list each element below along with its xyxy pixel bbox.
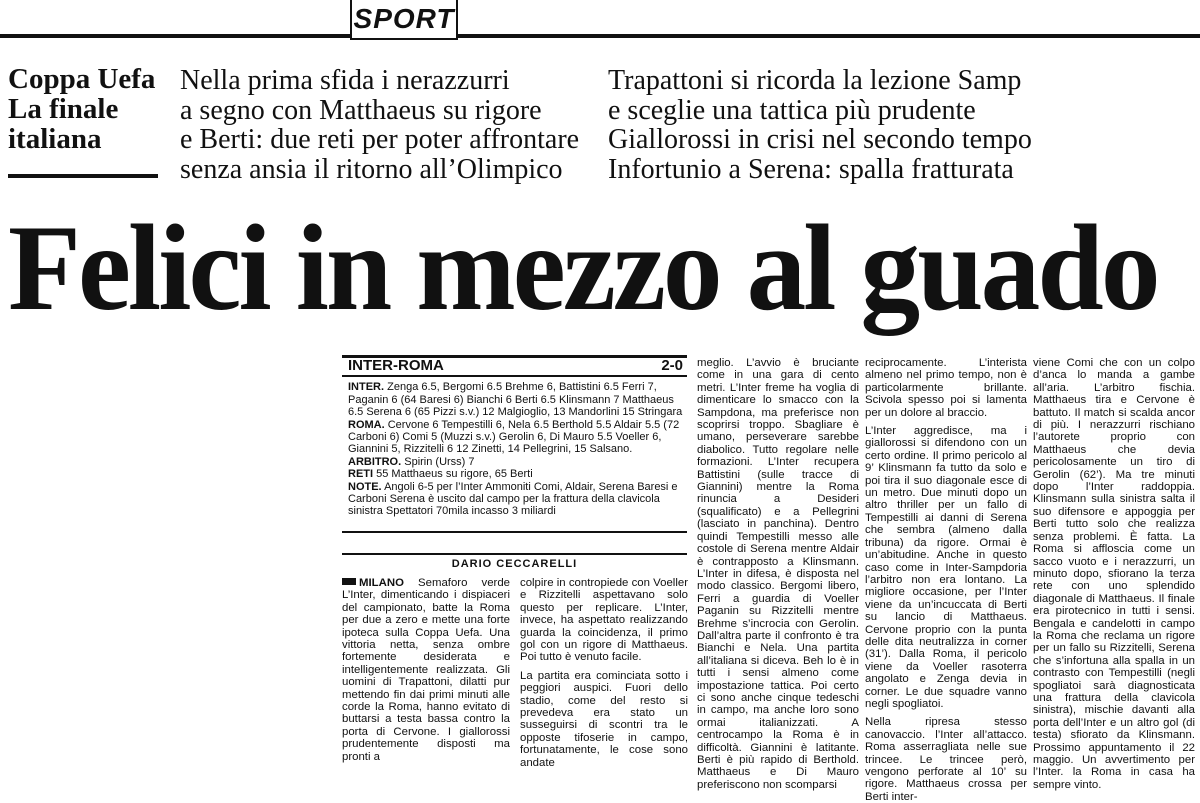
- line-label: INTER.: [348, 381, 385, 394]
- headline: Felici in mezzo al guado: [8, 199, 1158, 336]
- kicker-rule: [8, 174, 158, 178]
- dateline-marker: [342, 578, 356, 585]
- byline: DARIO CECCARELLI: [342, 553, 687, 570]
- section-rule-left: [0, 34, 350, 38]
- article-column-5: [1033, 357, 1195, 791]
- line-text: 55 Matthaeus su rigore, 65 Berti: [376, 468, 533, 481]
- deck-line: Trapattoni si ricorda la lezione Samp: [608, 65, 1022, 96]
- notes-line: [348, 481, 683, 518]
- match-box-score: [342, 355, 687, 533]
- article-paragraph: reciprocamente. L’interista almeno nel primo tempo, non è particolarmente brillante. Scivola spesso poi si lamenta per un dolore al braccio.: [865, 357, 1027, 419]
- line-label: ROMA.: [348, 418, 385, 431]
- deck-line: a segno con Matthaeus su rigore: [180, 94, 542, 126]
- section-label: SPORT: [353, 3, 455, 34]
- referee-line: [348, 456, 683, 468]
- section-rule-right: [458, 34, 1200, 38]
- dateline: MILANO: [359, 577, 404, 589]
- line-text: Spirin (Urss) 7: [404, 455, 475, 468]
- article-column-3: [697, 357, 859, 791]
- article-paragraph: La partita era cominciata sotto i peggiori auspici. Fuori dello stadio, come del resto si prevedeva era stato un susseguirsi di scontri tra le opposte tifoserie in campo, fortunatamente, le cose sono andate: [520, 669, 688, 769]
- line-label: RETI: [348, 468, 374, 481]
- article-column-2: [520, 577, 688, 769]
- box-bottom-rule: [342, 531, 687, 533]
- paragraph-text: Semaforo verde L’Inter, dimenticando i dispiaceri del campionato, batte la Roma per due a zero e mette una forte ipoteca sulla Coppa Uefa. Una vittoria netta, senza ombre fortemente desiderata e intelligentemente realizzata. Gli uomini di Trapattoni, dilatti pur mettendo fin dai primi minuti alle corde la Roma, hanno evitato di buttarsi a testa bassa contro la porta di Cervone. I giallorossi prudentemente disposti ma pronti a: [342, 577, 510, 763]
- line-text: Cervone 6 Tempestilli 6, Nela 6.5 Berthold 5.5 Aldair 5.5 (72 Carboni 6) Comi 5 (Muzzi s.v.) Gerolin 6, Di Mauro 5.5 Voeller 6, Giannini 5, Rizzitelli 6 12 Zinetti, 14 Pellegrini, 15 Salsano.: [348, 418, 680, 456]
- deck-line: Nella prima sfida i nerazzurri: [180, 65, 510, 96]
- kicker: [8, 64, 155, 154]
- section-tab: [350, 0, 458, 40]
- article-paragraph: [342, 577, 510, 763]
- lineup-roma: [348, 419, 683, 456]
- match-name: INTER-ROMA: [348, 357, 444, 374]
- kicker-line: italiana: [8, 123, 102, 155]
- kicker-line: La finale: [8, 93, 119, 125]
- deck-line: Giallorossi in crisi nel secondo tempo: [608, 124, 1032, 155]
- article-paragraph: Nella ripresa stesso canovaccio. l’Inter all’attacco. Roma asserragliata nelle sue trincee. Le trincee però, vengono perforate al 10’ su rigore. Matthaeus crossa per Berti inter-: [865, 716, 1027, 803]
- match-title-row: [342, 358, 687, 377]
- lineup-inter: [348, 381, 683, 418]
- deck-line: e sceglie una tattica più prudente: [608, 94, 976, 126]
- article-column-1: [342, 577, 510, 763]
- article-paragraph: meglio. L’avvio è bruciante come in una gara di cento metri. L’Inter freme ha voglia di dimenticare lo smacco con la Sampdona, ma preferisce non scoprirsi troppo. Sbagliare è umano, perseverare sarebbe diabolico. Tutto regolare nelle formazioni. L’Inter recupera Battistini (sulle tracce di Giannini) mentre la Roma rinuncia a Desideri (squalificato) e a Pellegrini (lasciato in panchina). Dentro quindi Tempestilli messo alle costole di Serena mentre Aldair è contrapposto a Klinsmann. L’Inter in difesa, è disposta nel modo classico. Bergomi libero, Ferri a guardia di Voeller Paganin su Rizzitelli mentre Brehme s’incrocia con Gerolin. Dall’altra parte il confronto è tra Bianchi e Nela. Una partita all’italiana si diceva. Beh lo è in tutti i sensi almeno come impostazione tattica. Poi certo ci sono anche cinque tedeschi in campo, ma anche loro sono ormai italianizzati. A centrocampo la Roma è in difficoltà. Giannini è latitante. Berti è più rapido di Berthold. Matthaeus e Di Mauro preferiscono non scomparsi: [697, 357, 859, 791]
- article-paragraph: colpire in contropiede con Voeller e Rizzitelli aspettavano solo questo per replicare. L’Inter, invece, ha aspettato realizzando guarda la coincidenza, il primo gol con un rigore di Matthaeus. Poi tutto è venuto facile.: [520, 577, 688, 664]
- deck-right: [608, 65, 1032, 185]
- match-score: 2-0: [661, 357, 683, 374]
- box-lines: [342, 377, 687, 517]
- goals-line: [348, 468, 683, 480]
- article-paragraph: viene Comi che con un colpo d’anca lo manda a gambe all’aria. L’arbitro fischia. Matthaeus tira e Cervone è battuto. Il match si scalda ancor di più. I nerazzurri rischiano l’autorete proprio con Matthaeus che devia pericolosamente un tiro di Gerolin (62’). Ma tre minuti dopo l’Inter raddoppia. Klinsmann sulla sinistra salta il suo difensore e appoggia per Berti tutto solo che realizza senza problemi. È fatta. La Roma si affloscia come un sacco vuoto e i nerazzurri, un minuto dopo, sfiorano la terza rete con uno splendido diagonale di Matthaeus. Il finale era pirotecnico in tutti i sensi. Bengala e candelotti in campo la Roma che reclama un rigore per un fallo su Rizzitelli, Serena che s’infortuna alla spalla in un contrasto con Tempestilli (negli spogliatoi sarà diagnosticata una frattura della clavicola sinistra), mischie davanti alla porta dell’Inter e un altro gol (di testa) sfiorato da Klinsmann. Prossimo appuntamento il 22 maggio. Un avvertimento per l’Inter. la Roma in casa ha sempre vinto.: [1033, 357, 1195, 791]
- section-header: [0, 0, 1200, 44]
- deck-left: [180, 66, 600, 184]
- deck-line: senza ansia il ritorno all’Olimpico: [180, 153, 563, 185]
- kicker-line: Coppa Uefa: [8, 63, 156, 95]
- line-label: NOTE.: [348, 480, 382, 493]
- article-column-4: [865, 357, 1027, 803]
- deck-line: e Berti: due reti per poter affrontare: [180, 124, 580, 155]
- article-paragraph: L’Inter aggredisce, ma i giallorossi si difendono con un certo ordine. Il primo pericolo al 9’ Klinsmann fa tutto da solo e poi tira il suo diagonale esce di un metro. Due minuti dopo un altro thriller per un fallo di Tempestilli ai danni di Serena che sembra (almeno dalla tribuna) da rigore. Ormai è un’abitudine. Anche in questo caso come in Inter-Sampdoria l’arbitro non era lontano. La migliore occasione, per l’Inter viene da un’incuccata di Berti su lancio di Matthaeus. Cervone proprio con la punta delle dita neutralizza in corner (31’). Dalla Roma, il pericolo viene da Voeller rasoterra angolato e Zenga devia in corner. Le due squadre vanno negli spogliatoi.: [865, 425, 1027, 710]
- line-text: Zenga 6.5, Bergomi 6.5 Brehme 6, Battistini 6.5 Ferri 7, Paganin 6 (64 Baresi 6) Bianchi 6 Berti 6.5 Klinsmann 7 Matthaeus 6.5 Serena 6 (65 Pizzi s.v.) 12 Malgioglio, 13 Mandorlini 15 Stringara: [348, 381, 683, 419]
- line-label: ARBITRO.: [348, 455, 402, 468]
- deck-line: Infortunio a Serena: spalla fratturata: [608, 153, 1014, 185]
- line-text: Angoli 6-5 per l’Inter Ammoniti Comi, Aldair, Serena Baresi e Carboni Serena è uscito dal campo per la frattura della clavicola sinistra Spettatori 70mila incasso 3 miliardi: [348, 480, 678, 518]
